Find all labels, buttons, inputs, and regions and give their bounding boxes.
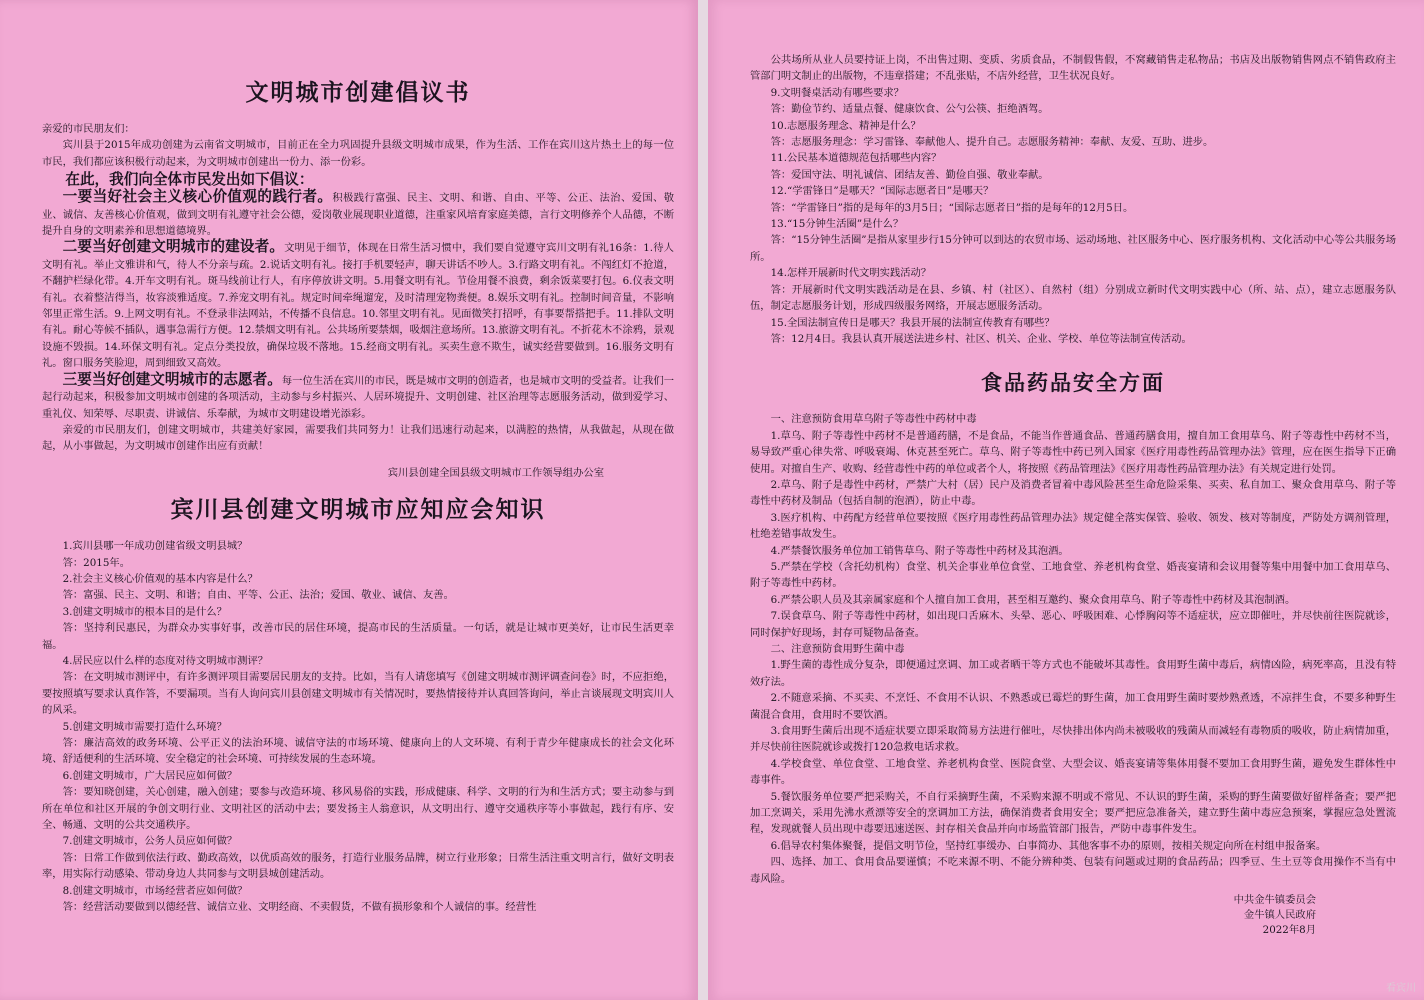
watermark: 看宾川: [1386, 983, 1416, 994]
section-two: [42, 239, 674, 371]
section-one-lead: 一要当好社会主义核心价值观的践行者。: [62, 188, 333, 206]
qa-line: 答：12月4日。我县认真开展送法进乡村、社区、机关、企业、学校、单位等法制宣传活动。: [770, 332, 1192, 345]
food-line: 6.倡导农村集体聚餐，提倡文明节俭，坚持红事缓办、白事简办、其他客事不办的原则，按相关规定向所在村组申报备案。: [770, 839, 1327, 852]
section-two-body: 文明见于细节，体现在日常生活习惯中，我们要自觉遵守宾川文明有礼16条：1.待人文明有礼。举止文雅讲和气，待人不分亲与疏。2.说话文明有礼。接打手机要轻声，聊天讲话不吵人。3.行路文明有礼。不闯红灯不抢道，不翻护栏绿化带。4.开车文明有礼。斑马线前让行人，有序停放讲文明。5.用餐文明有礼。节俭用餐不浪费，剩余饭菜要打包。6.仪表文明有礼。衣着整洁得当，妆容淡雅适度。7.养宠文明有礼。规定时间牵绳遛宠，及时清理宠物粪便。8.娱乐文明有礼。控制时间音量，不影响邻里正常生活。9.上网文明有礼。不登录非法网站，不传播不良信息。10.邻里文明有礼。见面微笑打招呼，有事要帮搭把手。11.排队文明有礼。耐心等候不插队，遇事急需行方便。12.禁烟文明有礼。公共场所要禁烟，吸烟注意场所。13.旅游文明有礼。不折花木不涂鸦，景观设施不毁损。14.环保文明有礼。定点分类投放，确保垃圾不落地。15.经商文明有礼。买卖生意不欺生，诚实经营要做到。16.服务文明有礼。窗口服务笑脸迎，周到细致又高效。: [42, 242, 674, 370]
right-page: [708, 0, 1424, 1000]
issuer-government: 金牛镇人民政府: [1243, 909, 1316, 922]
qa-line: 14.怎样开展新时代文明实践活动？: [770, 267, 932, 280]
knowledge-title: 宾川县创建文明城市应知应会知识: [170, 496, 546, 524]
food-line: 1.野生菌的毒性成分复杂，即便通过烹调、加工或者晒干等方式也不能破坏其毒性。食用野生菌中毒后，病情凶险，病死率高，且没有特效疗法。: [750, 659, 1396, 688]
qa-line: 答：要知晓创建，关心创建，融入创建；要参与改造环境、移风易俗的实践，形成健康、科学、文明的行为和生活方式；要主动参与到所在单位和社区开展的争创文明行业、文明社区的活动中去；要发扬主人翁意识，从文明出行、遵守交通秩序等小事做起，践行有序、安全、畅通、文明的公共交通秩序。: [42, 786, 674, 832]
food-line: 一、注意预防食用草乌附子等毒性中药材中毒: [770, 413, 977, 426]
call-heading: 在此，我们向全体市民发出如下倡议：: [65, 171, 314, 189]
food-line: 1.草乌、附子等毒性中药材不是普通药膳，不是食品，不能当作普通食品、普通药膳食用，擅自加工食用草乌、附子等毒性中药材不当，易导致严重心律失常、呼吸衰竭、休克甚至死亡。草乌、附子等毒性中药已列入国家《医疗用毒性药品管理办法》管理，应在医生指导下正确使用。对擅自生产、收购、经营毒性中药的单位或者个人，将按照《药品管理法》《医疗用毒性药品管理办法》有关规定进行处罚。: [750, 429, 1396, 475]
qa-line: 13.“15分钟生活圈”是什么？: [770, 218, 904, 231]
qa-line: 4.居民应以什么样的态度对待文明城市测评？: [62, 654, 269, 667]
qa-line: 答：富强、民主、文明、和谐；自由、平等、公正、法治；爱国、敬业、诚信、友善。: [62, 589, 454, 602]
qa-line: 15.全国法制宣传日是哪天？我县开展的法制宣传教育有哪些？: [770, 316, 1055, 329]
greeting: 亲爱的市民朋友们：: [42, 123, 135, 135]
issue-date: 2022年8月: [1262, 924, 1316, 937]
qa-line: 6.创建文明城市，广大居民应如何做？: [62, 769, 238, 782]
qa-line: 答：爱国守法、明礼诚信、团结友善、勤俭自强、敬业奉献。: [770, 168, 1049, 181]
food-line: 7.误食草乌、附子等毒性中药材，如出现口舌麻木、头晕、恶心、呼吸困难、心悸胸闷等不适症状，应立即催吐，并尽快前往医院就诊，同时保护好现场，封存可疑物品备查。: [750, 610, 1396, 639]
qa-line: 答：2015年。: [62, 556, 130, 569]
knowledge-qa-list: [42, 538, 674, 915]
qa-line: 答：在文明城市测评中，有许多测评项目需要居民朋友的支持。比如，当有人请您填写《创建文明城市测评调查问卷》时，不应拒绝，要按照填写要求认真作答，不要漏项。当有人询问宾川县创建文明城市有关情况时，要热情接待并认真回答询问，举止言谈展现文明宾川人的风采。: [42, 671, 674, 717]
office-signature: 宾川县创建全国县级文明城市工作领导组办公室: [387, 466, 604, 479]
qa-line: 11.公民基本道德规范包括哪些内容？: [770, 152, 942, 165]
food-line: 四、选择、加工、食用食品要谨慎；不吃来源不明、不能分辨种类、包装有问题或过期的食品药品；四季豆、生土豆等食用操作不当有中毒风险。: [750, 856, 1396, 885]
issuer-party-committee: 中共金牛镇委员会: [1233, 894, 1316, 907]
food-line: 4.学校食堂、单位食堂、工地食堂、养老机构食堂、医院食堂、大型会议、婚丧宴请等集体用餐不要加工食用野生菌，避免发生群体性中毒事件。: [750, 757, 1396, 787]
qa-line: 答：“15分钟生活圈”是指从家里步行15分钟可以到达的农贸市场、运动场地、社区服务中心、医疗服务机构、文化活动中心等公共服务场所。: [750, 234, 1396, 263]
food-line: 5.餐饮服务单位要严把采购关，不自行采摘野生菌，不采购来源不明或不常见、不认识的野生菌，采购的野生菌要做好留样备查；要严把加工烹调关，采用先沸水煮漂等安全的烹调加工方法，确保消费者食用安全；要严把应急准备关，建立野生菌中毒应急预案，掌握应急处置流程，发现就餐人员出现中毒要迅速送医、封存相关食品并向市场监管部门报告，严防中毒事件发生。: [750, 790, 1396, 836]
qa-line: 10.志愿服务理念、精神是什么？: [770, 119, 921, 132]
page-gutter: [698, 0, 708, 1000]
food-line: 2.不随意采摘、不买卖、不烹饪、不食用不认识、不熟悉或已霉烂的野生菌，加工食用野生菌时要炒熟煮透，不凉拌生食，不要多种野生菌混合食用，食用时不要饮酒。: [750, 692, 1396, 721]
intro-paragraph: 宾川县于2015年成功创建为云南省文明城市，目前正在全力巩固提升县级文明城市成果，作为生活、工作在宾川这片热土上的每一位市民，我们都应该积极行动起来，为文明城市创建出一份力、添一份彩。: [42, 139, 674, 168]
qa-line: 5.创建文明城市需要打造什么环境？: [62, 720, 227, 733]
qa-line: 9.文明餐桌活动有哪些要求？: [770, 86, 904, 99]
closing-paragraph: 亲爱的市民朋友们，创建文明城市，共建美好家园，需要我们共同努力！让我们迅速行动起来，以满腔的热情，从我做起，从现在做起，从小事做起，为文明城市创建作出应有贡献！: [42, 423, 674, 453]
qa-line: 1.宾川县哪一年成功创建省级文明县城？: [62, 540, 248, 553]
qa-line: 2.社会主义核心价值观的基本内容是什么？: [62, 572, 258, 585]
section-one: [42, 189, 674, 239]
section-three-lead: 三要当好创建文明城市的志愿者。: [62, 370, 282, 388]
section-two-lead: 二要当好创建文明城市的建设者。: [62, 238, 285, 256]
section-three-body: 每一位生活在宾川的市民，既是城市文明的创造者，也是城市文明的受益者。让我们一起行动起来，积极参加文明城市创建的各项活动，主动参与乡村振兴、人居环境提升、文明创建、社区治理等志愿服务活动，做到爱学习、重礼仪、知荣辱、尽职责、讲诚信、乐奉献，为城市文明建设增光添彩。: [42, 374, 674, 420]
food-line: 5.严禁在学校（含托幼机构）食堂、机关企事业单位食堂、工地食堂、养老机构食堂、婚丧宴请和会议用餐等集中用餐中加工食用草乌、附子等毒性中药材。: [750, 560, 1396, 590]
continued-paragraph: 公共场所从业人员要持证上岗，不出售过期、变质、劣质食品，不制假售假，不窝藏销售走私物品；书店及出版物销售网点不销售政府主管部门明文制止的出版物，不违章搭建；不乱张贴，不店外经营，卫生状况良好。: [750, 54, 1396, 83]
proposal-title: 文明城市创建倡议书: [245, 79, 471, 106]
issuer-signature: [750, 893, 1396, 938]
food-line: 二、注意预防食用野生菌中毒: [770, 643, 905, 655]
qa-line: 答：“学雷锋日”指的是每年的3月5日；“国际志愿者日”指的是每年的12月5日。: [770, 201, 1134, 214]
qa-line: 7.创建文明城市，公务人员应如何做？: [62, 835, 238, 848]
qa-line: 答：廉洁高效的政务环境、公平正义的法治环境、诚信守法的市场环境、健康向上的人文环境、有利于青少年健康成长的社会文化环境、舒适便利的生活环境、安全稳定的社会环境、可持续发展的生态环境。: [42, 737, 674, 766]
qa-line: 12.“学雷锋日”是哪天？“国际志愿者日”是哪天？: [770, 185, 994, 198]
civic-qa-list: [750, 85, 1396, 348]
food-safety-list: [750, 411, 1396, 887]
qa-line: 3.创建文明城市的根本目的是什么？: [62, 605, 227, 618]
qa-line: 答：开展新时代文明实践活动是在县、乡镇、村（社区）、自然村（组）分别成立新时代文明实践中心（所、站、点），建立志愿服务队伍，制定志愿服务计划，形成四级服务网络，开展志愿服务活动。: [750, 283, 1396, 313]
section-one-body: 积极践行富强、民主、文明、和谐、自由、平等、公正、法治、爱国、敬业、诚信、友善核心价值观，做到文明有礼遵守社会公德，爱岗敬业展现职业道德，注重家风培育家庭美德，言行文明修养个人品德，不断提升自身的文明素养和思想道德境界。: [42, 192, 674, 238]
qa-line: 答：经营活动要做到以德经营、诚信立业、文明经商、不卖假货，不做有损形象和个人诚信的事。经营性: [62, 901, 537, 914]
qa-line: 答：志愿服务理念：学习雷锋、奉献他人、提升自己。志愿服务精神：奉献、友爱、互助、进步。: [770, 136, 1214, 149]
qa-line: 答：日常工作做到依法行政、勤政高效，以优质高效的服务，打造行业服务品牌，树立行业形象；日常生活注重文明言行，做好文明表率，用实际行动感染、带动身边人共同参与文明县城创建活动。: [42, 851, 674, 881]
food-line: 3.医疗机构、中药配方经营单位要按照《医疗用毒性药品管理办法》规定健全落实保管、验收、领发、核对等制度，严防处方调剂管理，杜绝差错事故发生。: [750, 511, 1396, 541]
food-line: 6.严禁公职人员及其亲属家庭和个人擅自加工食用，甚至相互邀约、聚众食用草乌、附子等毒性中药材及其泡制酒。: [770, 593, 1296, 606]
food-line: 4.严禁餐饮服务单位加工销售草乌、附子等毒性中药材及其泡酒。: [770, 544, 1069, 557]
section-three: [42, 372, 674, 422]
food-line: 2.草乌、附子是毒性中药材，严禁广大村（居）民户及消费者冒着中毒风险甚至生命危险采集、买卖、私自加工、聚众食用草乌、附子等毒性中药材及制品（包括自制的泡酒），防止中毒。: [750, 478, 1396, 508]
qa-line: 答：勤俭节约、适量点餐、健康饮食、公勺公筷、拒绝酒驾。: [770, 103, 1049, 116]
food-safety-title: 食品药品安全方面: [981, 370, 1165, 396]
qa-line: 答：坚持利民惠民，为群众办实事好事，改善市民的居住环境，提高市民的生活质量。一句话，就是让城市更美好，让市民生活更幸福。: [42, 622, 674, 651]
left-page: [0, 0, 698, 1000]
food-line: 3.食用野生菌后出现不适症状要立即采取简易方法进行催吐，尽快排出体内尚未被吸收的残菌从而减轻有毒物质的吸收，防止病情加重，并尽快前往医院就诊或拨打120急救电话求救。: [750, 725, 1396, 754]
qa-line: 8.创建文明城市，市场经营者应如何做？: [62, 884, 248, 897]
